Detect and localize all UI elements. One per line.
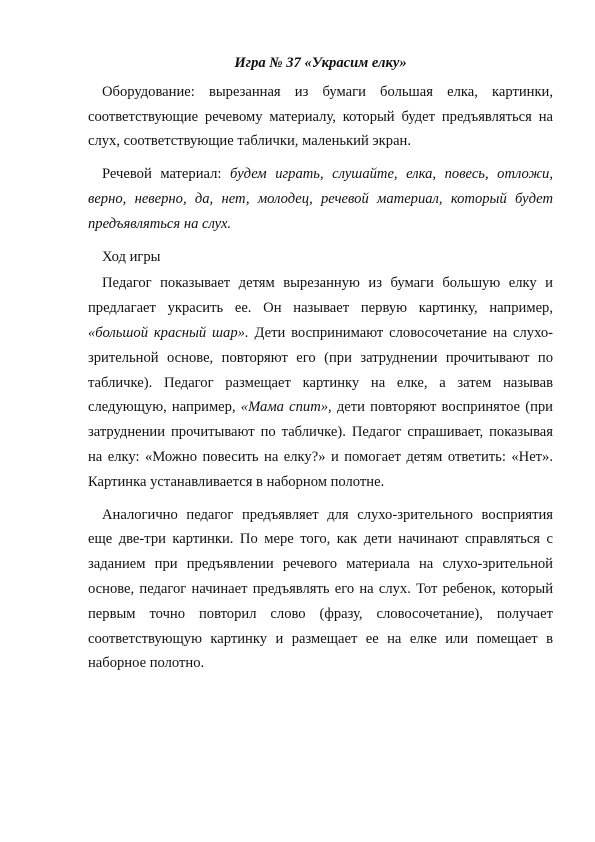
speech-material-label: Речевой материал: [102, 166, 231, 183]
equipment-paragraph [88, 80, 553, 154]
paragraph-1-part-3: дети повторяют воспринятое (при затруднении прочитывают по табличке). Педагог спрашивает, показывая на елку: «Можно повесить на елку?» и помогает детям ответить: «Нет». Картинка устанавливается в наборном полотне. [88, 399, 553, 490]
equipment-text: вырезанная из бумаги большая елка, картинки, соответствующие речевому материалу, который будет предъявляться на слух, соответствующие таблички, маленький экран. [88, 83, 553, 150]
game-description-paragraph [88, 271, 553, 494]
paragraph-1-part-1: Педагог показывает детям вырезанную из бумаги большую елку и предлагает украсить ее. Он называет первую картинку, например, [88, 275, 553, 317]
game-continuation-paragraph: Аналогично педагог предъявляет для слухо-зрительного восприятия еще две-три картинки. По мере того, как дети начинают справляться с заданием при предъявлении речевого материала на слухо-зрительной основе, педагог начинает предъявлять его на слух. Тот ребенок, который первым точно повторил слово (фразу, словосочетание), получает соответствующую картинку и размещает ее на елке или помещает в наборное полотно. [88, 506, 553, 672]
speech-material-text: будем играть, слушайте, елка, повесь, отложи, верно, неверно, да, нет, молодец, речевой материал, который будет предъявляться на слух. [88, 166, 553, 232]
paragraph-1-italic-1: «большой красный шар». [88, 324, 249, 341]
game-course-heading: Ход игры [102, 248, 161, 265]
paragraph-1-italic-2: «Мама спит», [240, 399, 332, 416]
paragraph-1-part-2: Дети воспринимают словосочетание на слухо-зрительной основе, повторяют его (при затруднении прочитывают по табличке). Педагог размещает картинку на елке, а затем называв следующую, например, [88, 324, 553, 416]
document-body [88, 51, 553, 684]
equipment-label: Оборудование: [102, 83, 195, 100]
speech-material-paragraph [88, 162, 553, 236]
document-title: Игра № 37 «Украсим елку» [234, 55, 407, 71]
